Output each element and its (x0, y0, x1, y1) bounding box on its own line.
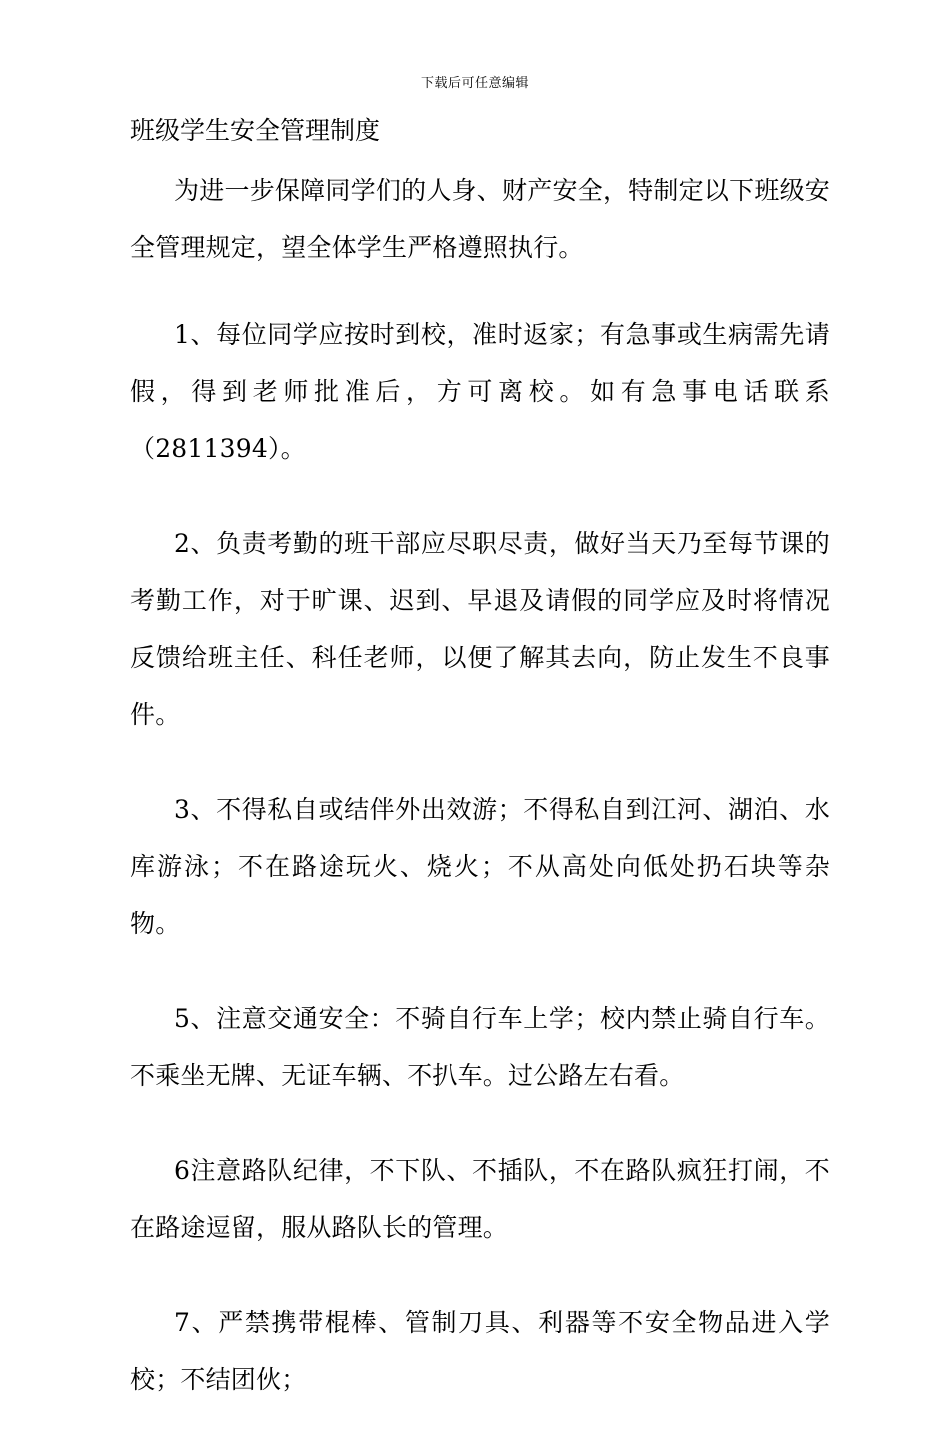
rule-paragraph-7: 7、严禁携带棍棒、管制刀具、利器等不安全物品进入学校；不结团伙； (130, 1308, 830, 1394)
document-title: 班级学生安全管理制度 (130, 116, 381, 145)
rule-paragraph-3: 3、不得私自或结伴外出效游；不得私自到江河、湖泊、水库游泳；不在路途玩火、烧火；不从高处向低处扔石块等杂物。 (130, 795, 830, 938)
rule-paragraph-2: 2、负责考勤的班干部应尽职尽责，做好当天乃至每节课的考勤工作，对于旷课、迟到、早退及请假的同学应及时将情况反馈给班主任、科任老师，以便了解其去向，防止发生不良事件。 (130, 529, 830, 729)
rule-paragraph-1: 1、每位同学应按时到校，准时返家；有急事或生病需先请假，得到老师批准后，方可离校。如有急事电话联系（2811394）。 (130, 320, 830, 463)
intro-paragraph: 为进一步保障同学们的人身、财产安全，特制定以下班级安全管理规定，望全体学生严格遵照执行。 (130, 176, 830, 262)
rule-paragraph-6: 6注意路队纪律，不下队、不插队，不在路队疯狂打闹，不在路途逗留，服从路队长的管理。 (130, 1156, 830, 1242)
page-header: 下载后可任意编辑 (420, 76, 529, 91)
rule-paragraph-5: 5、注意交通安全：不骑自行车上学；校内禁止骑自行车。不乘坐无牌、无证车辆、不扒车。过公路左右看。 (130, 1004, 830, 1090)
document-body (130, 162, 830, 1446)
